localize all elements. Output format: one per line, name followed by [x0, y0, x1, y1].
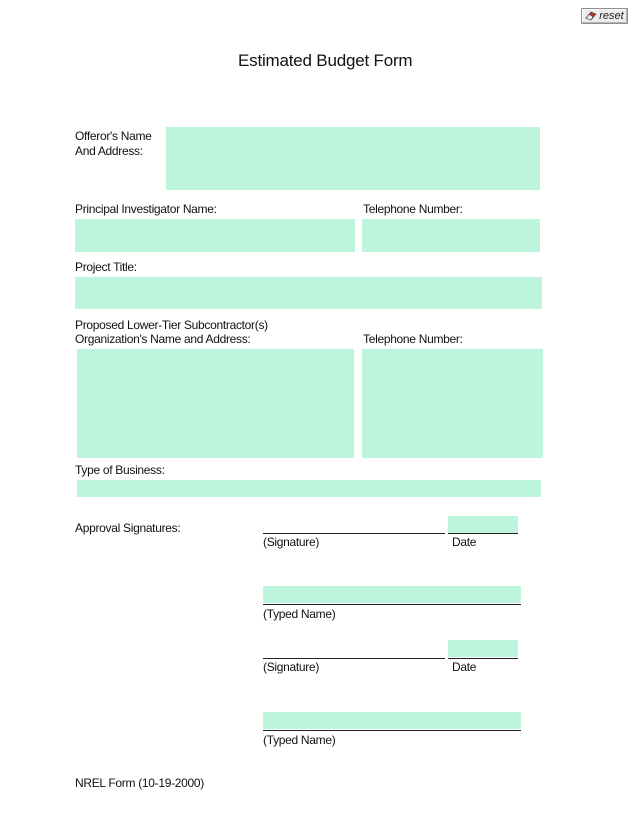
offeror-label-line1: Offeror's Name — [75, 129, 152, 143]
date-field-1[interactable] — [448, 516, 518, 533]
typed-name-line-2 — [263, 730, 521, 731]
eraser-icon — [585, 11, 597, 21]
date-line-1 — [448, 533, 518, 534]
subcontractor-org-field[interactable] — [77, 349, 354, 458]
signature-caption-2: (Signature) — [263, 660, 320, 674]
typed-name-field-2[interactable] — [263, 712, 521, 729]
date-line-2 — [448, 658, 518, 659]
pi-telephone-label: Telephone Number: — [363, 202, 463, 216]
signature-line-1 — [263, 533, 445, 534]
typed-name-caption-1: (Typed Name) — [263, 607, 336, 621]
subcontractor-telephone-field[interactable] — [362, 349, 543, 458]
reset-button[interactable] — [581, 8, 628, 24]
offeror-name-address-field[interactable] — [166, 127, 540, 190]
date-field-2[interactable] — [448, 640, 518, 657]
typed-name-field-1[interactable] — [263, 586, 521, 603]
project-title-field[interactable] — [75, 277, 542, 309]
typed-name-line-1 — [263, 604, 521, 605]
date-caption-1: Date — [452, 535, 477, 549]
pi-name-label: Principal Investigator Name: — [75, 202, 217, 216]
approval-signatures-label: Approval Signatures: — [75, 521, 181, 535]
business-type-field[interactable] — [77, 480, 541, 497]
offeror-label-line2: And Address: — [75, 144, 143, 158]
pi-telephone-field[interactable] — [362, 219, 540, 252]
typed-name-caption-2: (Typed Name) — [263, 733, 336, 747]
signature-line-2 — [263, 658, 445, 659]
subcontractor-telephone-label: Telephone Number: — [363, 332, 463, 346]
subcontractor-label-line1: Proposed Lower-Tier Subcontractor(s) — [75, 318, 268, 332]
signature-caption-1: (Signature) — [263, 535, 320, 549]
reset-label: reset — [599, 10, 624, 22]
business-type-label: Type of Business: — [75, 463, 165, 477]
date-caption-2: Date — [452, 660, 477, 674]
project-title-label: Project Title: — [75, 260, 137, 274]
form-footer: NREL Form (10-19-2000) — [75, 776, 205, 790]
page-title: Estimated Budget Form — [238, 51, 413, 70]
subcontractor-label-line2: Organization's Name and Address: — [75, 332, 251, 346]
pi-name-field[interactable] — [75, 219, 355, 252]
